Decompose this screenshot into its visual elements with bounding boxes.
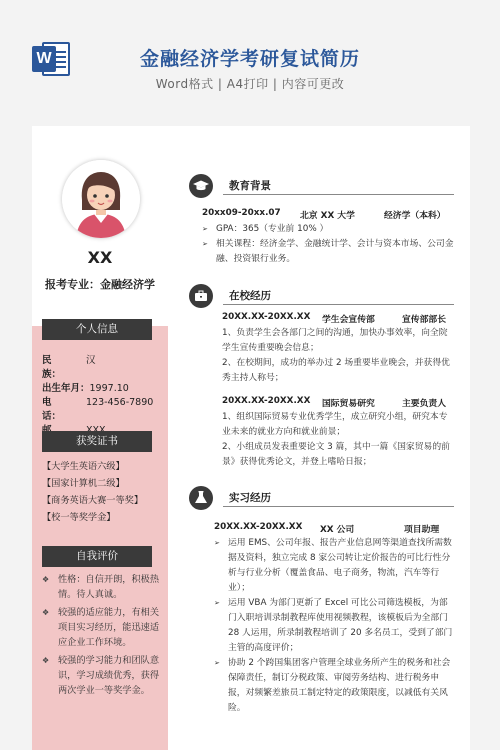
diamond-bullet-icon: ❖ — [42, 608, 50, 617]
certificate-item: 【国家计算机二级】 — [42, 478, 125, 489]
candidate-name: XX — [87, 248, 113, 267]
campus-role: 宣传部部长 — [402, 315, 446, 325]
campus-entry-details — [222, 410, 454, 470]
education-school: 北京 XX 大学 — [300, 211, 355, 221]
section-divider — [223, 194, 454, 195]
word-icon-letter: W — [32, 46, 56, 72]
target-major: 报考专业：金融经济学 — [45, 278, 155, 291]
list-item: ➢ 运用 VBA 为部门更新了 Excel 可比公司筛选模板，为部门入职培训录制教程库使用视频教程，该模板后为全部门 28 人运用，所录制教程培训了 20 多名员工，受到了部门主管的高度评价； — [214, 598, 453, 653]
list-item: ❖ 较强的学习能力和团队意识，学习成绩优秀，获得两次学业一等奖学金。 — [42, 655, 160, 696]
info-row — [42, 382, 166, 396]
internship-company: XX 公司 — [320, 525, 355, 535]
internship-section-header — [189, 486, 454, 510]
campus-entry-details — [222, 326, 454, 386]
avatar — [62, 160, 140, 238]
info-value: 1997.10 — [89, 383, 129, 394]
flask-icon — [189, 486, 213, 510]
arrow-bullet-icon: ➢ — [214, 659, 220, 667]
section-title: 实习经历 — [229, 492, 271, 504]
certificate-item: 【校一等奖学金】 — [42, 512, 116, 523]
briefcase-icon — [189, 284, 213, 308]
list-item: ➢ 协助 2 个跨国集团客户管理全球业务所产生的税务和社会保障责任，制订分税政策、审阅劳务结构、进行税务申报，对频繁差旅员工制定特定的政策限度，以减低有关风险。 — [214, 658, 451, 713]
certificate-item: 【大学生英语六级】 — [42, 461, 125, 472]
campus-period: 20XX.XX-20XX.XX — [222, 396, 311, 406]
info-row — [42, 396, 166, 424]
education-period: 20xx09-20xx.07 — [202, 208, 281, 218]
self-evaluation-list — [42, 572, 160, 701]
info-value: 汉 — [86, 355, 96, 366]
info-row — [42, 354, 166, 382]
arrow-bullet-icon: ➢ — [202, 225, 208, 233]
campus-role: 主要负责人 — [402, 399, 446, 409]
detail-line: 2、小组成员发表重要论文 3 篇，其中一篇《国家贸易的前景》获得优秀论文，并登上嗜哈日报； — [222, 442, 450, 467]
info-label: 电 话： — [42, 397, 71, 422]
internship-details — [214, 536, 454, 716]
campus-org: 国际贸易研究 — [322, 399, 375, 409]
campus-section-header — [189, 284, 454, 308]
list-item: ❖ 性格：自信开朗，积极热情。待人真诚。 — [42, 574, 160, 600]
certificate-item: 【商务英语大赛一等奖】 — [42, 495, 144, 506]
avatar-illustration-icon — [62, 160, 140, 238]
info-value: 123-456-7890 — [86, 397, 154, 408]
internship-role: 项目助理 — [404, 525, 440, 535]
education-degree: 经济学（本科） — [384, 211, 446, 221]
section-divider — [223, 304, 454, 305]
campus-org: 学生会宣传部 — [322, 315, 375, 325]
diamond-bullet-icon: ❖ — [42, 656, 50, 665]
certificates-list — [42, 458, 166, 526]
arrow-bullet-icon: ➢ — [202, 240, 208, 248]
arrow-bullet-icon: ➢ — [214, 599, 220, 607]
graduation-cap-icon — [189, 174, 213, 198]
education-details — [202, 222, 454, 267]
education-section-header — [189, 174, 454, 198]
diamond-bullet-icon: ❖ — [42, 575, 50, 584]
detail-line: 1、组织国际贸易专业优秀学生，成立研究小组，研究本专业未来的就业方向和就业前景； — [222, 412, 448, 437]
page-subtitle: Word格式 | A4打印 | 内容可更改 — [155, 77, 345, 91]
section-title: 在校经历 — [229, 290, 271, 302]
list-item: ❖ 较强的适应能力，有相关项目实习经历，能迅速适应企业工作环境。 — [42, 607, 160, 648]
list-item: ➢ GPA：365（专业前 10% ） — [202, 222, 454, 237]
section-title: 教育背景 — [229, 180, 271, 192]
page-title: 金融经济学考研复试简历 — [139, 48, 360, 70]
info-label: 出生年月： — [42, 383, 90, 394]
detail-line: 2、在校期间，成功的举办过 2 场重要毕业晚会，并获得优秀主持人称号； — [222, 358, 450, 383]
arrow-bullet-icon: ➢ — [214, 539, 220, 547]
self-evaluation-header: 自我评价 — [42, 546, 152, 567]
list-item: ➢ 相关课程：经济金学、金融统计学、会计与资本市场、公司金融、投资银行业务。 — [202, 239, 454, 264]
page-header — [0, 0, 500, 118]
campus-period: 20XX.XX-20XX.XX — [222, 312, 311, 322]
personal-info-header: 个人信息 — [42, 319, 152, 340]
detail-line: 1、负责学生会各部门之间的沟通，加快办事效率，向全院学生宣传重要晚会信息； — [222, 328, 448, 353]
left-column — [32, 126, 168, 750]
internship-period: 20XX.XX-20XX.XX — [214, 522, 303, 532]
list-item: ➢ 运用 EMS、公司年报、报告产业信息网等渠道查找所需数据及资料，独立完成 8 家公司转让定价报告的可比行性分析与行业分析（覆盖食品、电子商务，物流，汽车等行业）； — [214, 538, 452, 593]
section-divider — [223, 506, 454, 507]
resume-page — [32, 126, 470, 750]
info-label: 民 族： — [42, 355, 71, 380]
certificates-header: 获奖证书 — [42, 431, 152, 452]
